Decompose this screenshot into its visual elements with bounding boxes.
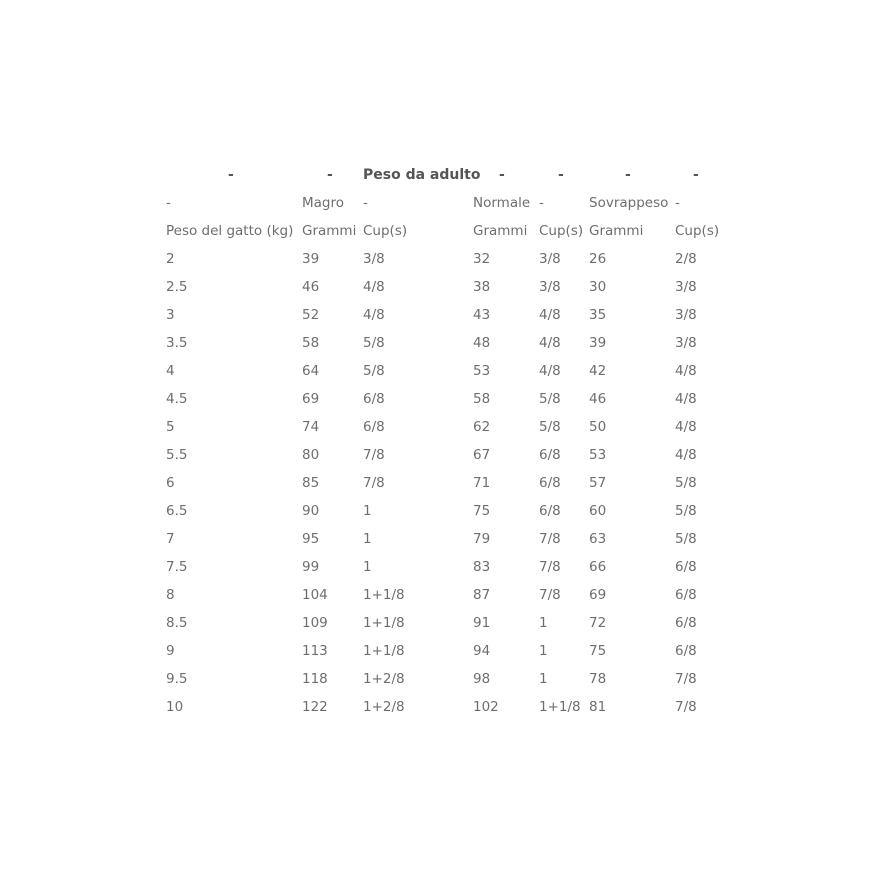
title-separator: - — [625, 167, 631, 183]
table-cell: 50 — [589, 419, 607, 435]
title-separator: - — [693, 167, 699, 183]
table-cell: 81 — [589, 699, 607, 715]
table-cell: 7/8 — [363, 447, 385, 463]
table-cell: 6.5 — [166, 503, 188, 519]
table-cell: 75 — [589, 643, 607, 659]
table-cell: 6/8 — [539, 447, 561, 463]
table-cell: 5.5 — [166, 447, 188, 463]
table-cell: 63 — [589, 531, 607, 547]
table-cell: 1 — [363, 503, 372, 519]
table-cell: 6/8 — [675, 559, 697, 575]
table-cell: 8 — [166, 587, 175, 603]
table-title: Peso da adulto — [363, 167, 481, 183]
table-cell: 102 — [473, 699, 499, 715]
table-cell: 4/8 — [675, 363, 697, 379]
table-cell: 91 — [473, 615, 491, 631]
table-cell: 98 — [473, 671, 491, 687]
column-header: Grammi — [589, 223, 644, 239]
table-cell: 26 — [589, 251, 607, 267]
group-header-cell: - — [539, 195, 544, 211]
table-cell: 3/8 — [675, 279, 697, 295]
table-cell: 4/8 — [539, 335, 561, 351]
table-cell: 1+2/8 — [363, 671, 405, 687]
table-cell: 2 — [166, 251, 175, 267]
table-cell: 64 — [302, 363, 320, 379]
table-cell: 6/8 — [363, 419, 385, 435]
table-cell: 4 — [166, 363, 175, 379]
group-header-cell: Magro — [302, 195, 345, 211]
table-cell: 118 — [302, 671, 328, 687]
table-cell: 57 — [589, 475, 607, 491]
group-header-cell: Sovrappeso — [589, 195, 669, 211]
table-cell: 5/8 — [675, 475, 697, 491]
table-cell: 7/8 — [675, 699, 697, 715]
table-cell: 6/8 — [675, 587, 697, 603]
table-cell: 4/8 — [675, 419, 697, 435]
table-cell: 104 — [302, 587, 328, 603]
table-cell: 6 — [166, 475, 175, 491]
table-cell: 46 — [589, 391, 607, 407]
table-cell: 6/8 — [675, 615, 697, 631]
table-cell: 4.5 — [166, 391, 188, 407]
table-cell: 2.5 — [166, 279, 188, 295]
table-cell: 6/8 — [539, 503, 561, 519]
table-cell: 58 — [473, 391, 491, 407]
table-cell: 95 — [302, 531, 320, 547]
table-cell: 1 — [539, 643, 548, 659]
table-cell: 75 — [473, 503, 491, 519]
table-cell: 7/8 — [539, 587, 561, 603]
table-cell: 1 — [363, 559, 372, 575]
table-cell: 5/8 — [675, 503, 697, 519]
table-cell: 122 — [302, 699, 328, 715]
table-cell: 79 — [473, 531, 491, 547]
table-cell: 1 — [363, 531, 372, 547]
table-cell: 78 — [589, 671, 607, 687]
table-cell: 5/8 — [363, 363, 385, 379]
table-cell: 7 — [166, 531, 175, 547]
table-cell: 4/8 — [539, 307, 561, 323]
table-cell: 109 — [302, 615, 328, 631]
table-cell: 30 — [589, 279, 607, 295]
table-cell: 1+1/8 — [363, 643, 405, 659]
table-cell: 7.5 — [166, 559, 188, 575]
table-cell: 83 — [473, 559, 491, 575]
table-cell: 4/8 — [363, 307, 385, 323]
table-cell: 1+1/8 — [539, 699, 581, 715]
table-cell: 5/8 — [539, 391, 561, 407]
table-cell: 69 — [302, 391, 320, 407]
table-cell: 80 — [302, 447, 320, 463]
table-cell: 3 — [166, 307, 175, 323]
table-cell: 39 — [302, 251, 320, 267]
table-cell: 74 — [302, 419, 320, 435]
table-cell: 5/8 — [539, 419, 561, 435]
table-cell: 6/8 — [675, 643, 697, 659]
title-separator: - — [327, 167, 333, 183]
title-separator: - — [499, 167, 505, 183]
table-cell: 7/8 — [539, 559, 561, 575]
table-cell: 6/8 — [539, 475, 561, 491]
table-cell: 53 — [589, 447, 607, 463]
table-cell: 39 — [589, 335, 607, 351]
table-cell: 85 — [302, 475, 320, 491]
table-cell: 38 — [473, 279, 491, 295]
table-cell: 9 — [166, 643, 175, 659]
table-cell: 5 — [166, 419, 175, 435]
title-separator: - — [228, 167, 234, 183]
table-cell: 48 — [473, 335, 491, 351]
table-cell: 1 — [539, 671, 548, 687]
table-cell: 71 — [473, 475, 491, 491]
table-cell: 43 — [473, 307, 491, 323]
table-cell: 67 — [473, 447, 491, 463]
table-cell: 7/8 — [539, 531, 561, 547]
column-header: Cup(s) — [539, 223, 584, 239]
table-cell: 60 — [589, 503, 607, 519]
table-cell: 72 — [589, 615, 607, 631]
group-header-cell: - — [166, 195, 171, 211]
table-cell: 5/8 — [675, 531, 697, 547]
table-cell: 8.5 — [166, 615, 188, 631]
table-cell: 1+1/8 — [363, 587, 405, 603]
table-cell: 6/8 — [363, 391, 385, 407]
group-header-cell: - — [675, 195, 680, 211]
table-cell: 94 — [473, 643, 491, 659]
table-cell: 4/8 — [675, 391, 697, 407]
table-cell: 3/8 — [675, 335, 697, 351]
table-cell: 4/8 — [675, 447, 697, 463]
table-cell: 3/8 — [675, 307, 697, 323]
table-cell: 90 — [302, 503, 320, 519]
table-cell: 9.5 — [166, 671, 188, 687]
table-cell: 7/8 — [675, 671, 697, 687]
table-cell: 1 — [539, 615, 548, 631]
table-cell: 4/8 — [539, 363, 561, 379]
table-cell: 99 — [302, 559, 320, 575]
column-header: Grammi — [302, 223, 357, 239]
group-header-cell: - — [363, 195, 368, 211]
table-cell: 7/8 — [363, 475, 385, 491]
table-cell: 32 — [473, 251, 491, 267]
table-cell: 3/8 — [539, 279, 561, 295]
table-cell: 62 — [473, 419, 491, 435]
table-cell: 1+1/8 — [363, 615, 405, 631]
table-cell: 3/8 — [363, 251, 385, 267]
column-header: Cup(s) — [675, 223, 720, 239]
table-cell: 1+2/8 — [363, 699, 405, 715]
table-cell: 3.5 — [166, 335, 188, 351]
column-header: Peso del gatto (kg) — [166, 223, 294, 239]
table-cell: 5/8 — [363, 335, 385, 351]
table-cell: 66 — [589, 559, 607, 575]
table-cell: 3/8 — [539, 251, 561, 267]
table-cell: 53 — [473, 363, 491, 379]
table-cell: 42 — [589, 363, 607, 379]
table-cell: 69 — [589, 587, 607, 603]
table-cell: 87 — [473, 587, 491, 603]
group-header-cell: Normale — [473, 195, 531, 211]
column-header: Grammi — [473, 223, 528, 239]
table-cell: 35 — [589, 307, 607, 323]
table-cell: 2/8 — [675, 251, 697, 267]
table-cell: 52 — [302, 307, 320, 323]
table-cell: 46 — [302, 279, 320, 295]
column-header: Cup(s) — [363, 223, 408, 239]
table-cell: 113 — [302, 643, 328, 659]
title-separator: - — [558, 167, 564, 183]
table-cell: 58 — [302, 335, 320, 351]
table-cell: 4/8 — [363, 279, 385, 295]
table-cell: 10 — [166, 699, 184, 715]
